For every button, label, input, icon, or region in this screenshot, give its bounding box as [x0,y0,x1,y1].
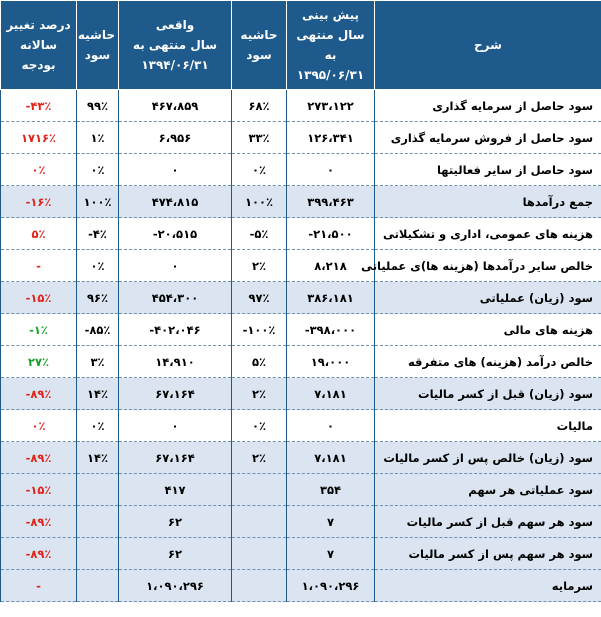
header-description [375,1,601,90]
header-description-label: شرح [474,38,502,52]
cell-forecast: ۰ [287,410,375,442]
cell-margin-forecast [232,474,287,506]
cell-forecast: ۳۸۶،۱۸۱ [287,282,375,314]
table-row [1,474,601,506]
cell-actual: ۶۷،۱۶۴ [119,442,232,474]
cell-change: ۵٪ [1,218,77,250]
cell-description: هزینه های عمومی، اداری و تشکیلاتی [375,218,601,250]
cell-description: سود عملیاتی هر سهم [375,474,601,506]
table-body [1,90,601,602]
cell-change: -۸۹٪ [1,538,77,570]
cell-forecast: ۰ [287,154,375,186]
table-row [1,538,601,570]
table-header [1,1,601,90]
header-actual-title: واقعی [155,18,195,32]
cell-actual: ۰ [119,410,232,442]
cell-margin-forecast: ۵٪ [232,346,287,378]
cell-actual: ۴۵۴،۳۰۰ [119,282,232,314]
cell-forecast: ۷،۱۸۱ [287,378,375,410]
cell-description: هزینه های مالی [375,314,601,346]
header-forecast-period: سال منتهی به [296,28,365,62]
cell-forecast: -۲۱،۵۰۰ [287,218,375,250]
cell-margin-forecast: -۵٪ [232,218,287,250]
cell-forecast: ۳۵۴ [287,474,375,506]
cell-forecast: ۱۲۶،۳۴۱ [287,122,375,154]
cell-margin-actual [77,474,119,506]
cell-forecast: -۳۹۸،۰۰۰ [287,314,375,346]
cell-actual: ۱،۰۹۰،۲۹۶ [119,570,232,602]
cell-change: -۱۵٪ [1,474,77,506]
cell-actual: -۴۰۲،۰۴۶ [119,314,232,346]
table-row [1,186,601,218]
cell-margin-forecast [232,506,287,538]
table-row [1,282,601,314]
cell-forecast: ۱۹،۰۰۰ [287,346,375,378]
table-row [1,250,601,282]
cell-description: سود هر سهم قبل از کسر مالیات [375,506,601,538]
cell-margin-forecast: ۹۷٪ [232,282,287,314]
header-change [1,1,77,90]
cell-margin-actual [77,506,119,538]
cell-margin-actual [77,570,119,602]
header-actual-date: ۱۳۹۴/۰۶/۳۱ [141,58,209,72]
cell-margin-forecast: ۲٪ [232,378,287,410]
header-margin-forecast-line1: حاشیه [240,28,278,42]
cell-description: خالص سایر درآمدها (هزینه ها)ی عملیاتی [375,250,601,282]
table-row [1,410,601,442]
cell-margin-forecast: ۱۰۰٪ [232,186,287,218]
cell-margin-actual: -۴٪ [77,218,119,250]
cell-description: مالیات [375,410,601,442]
header-forecast-title: پیش بینی [302,8,359,22]
table-row [1,90,601,122]
cell-change: -۱۶٪ [1,186,77,218]
header-actual [119,1,232,90]
cell-margin-actual: ۰٪ [77,410,119,442]
table-row [1,442,601,474]
cell-description: خالص درآمد (هزینه) های متفرقه [375,346,601,378]
cell-actual: ۶،۹۵۶ [119,122,232,154]
cell-change: -۸۹٪ [1,442,77,474]
cell-forecast: ۷،۱۸۱ [287,442,375,474]
cell-actual: ۶۲ [119,506,232,538]
cell-description: سود حاصل از سرمایه گذاری [375,90,601,122]
cell-change: ۲۷٪ [1,346,77,378]
cell-actual: -۲۰،۵۱۵ [119,218,232,250]
cell-margin-actual: ۳٪ [77,346,119,378]
cell-forecast: ۸،۲۱۸ [287,250,375,282]
header-margin-forecast-line2: سود [246,48,272,62]
cell-actual: ۰ [119,154,232,186]
cell-actual: ۰ [119,250,232,282]
cell-margin-actual [77,538,119,570]
cell-description: سود هر سهم پس از کسر مالیات [375,538,601,570]
cell-change: -۸۹٪ [1,378,77,410]
cell-margin-forecast [232,570,287,602]
cell-actual: ۱۴،۹۱۰ [119,346,232,378]
cell-margin-actual: -۸۵٪ [77,314,119,346]
table-row [1,154,601,186]
header-margin-actual-line1: حاشیه [77,28,115,42]
cell-margin-forecast: ۶۸٪ [232,90,287,122]
cell-margin-forecast: ۲٪ [232,442,287,474]
cell-description: سود حاصل از سایر فعالیتها [375,154,601,186]
cell-description: جمع درآمدها [375,186,601,218]
table-row [1,122,601,154]
cell-margin-forecast [232,538,287,570]
cell-description: سود (زیان) خالص پس از کسر مالیات [375,442,601,474]
cell-change: -۱۵٪ [1,282,77,314]
cell-margin-actual: ۰٪ [77,250,119,282]
cell-margin-forecast: ۰٪ [232,154,287,186]
header-change-line1: درصد تغییر [6,18,71,32]
cell-forecast: ۲۷۳،۱۲۲ [287,90,375,122]
cell-actual: ۶۷،۱۶۴ [119,378,232,410]
cell-change: -۱٪ [1,314,77,346]
cell-margin-forecast: ۲٪ [232,250,287,282]
cell-margin-actual: ۱٪ [77,122,119,154]
header-margin-forecast [232,1,287,90]
header-change-line2: سالانه بودجه [19,38,58,72]
table-row [1,506,601,538]
cell-description: سود حاصل از فروش سرمایه گذاری [375,122,601,154]
cell-forecast: ۳۹۹،۴۶۳ [287,186,375,218]
cell-margin-forecast: ۳۳٪ [232,122,287,154]
cell-forecast: ۷ [287,506,375,538]
cell-change: ۰٪ [1,410,77,442]
cell-change: ۱۷۱۶٪ [1,122,77,154]
header-forecast-date: ۱۳۹۵/۰۶/۳۱ [296,68,365,82]
cell-change: -۸۹٪ [1,506,77,538]
table-row [1,378,601,410]
cell-description: سرمایه [375,570,601,602]
header-margin-actual-line2: سود [84,48,111,62]
cell-margin-forecast: -۱۰۰٪ [232,314,287,346]
cell-change: - [1,570,77,602]
cell-description: سود (زیان) عملیاتی [375,282,601,314]
cell-margin-actual: ۰٪ [77,154,119,186]
cell-change: ۰٪ [1,154,77,186]
cell-margin-actual: ۱۰۰٪ [77,186,119,218]
header-actual-period: سال منتهی به [132,38,218,52]
cell-actual: ۴۶۷،۸۵۹ [119,90,232,122]
header-forecast [287,1,375,90]
table-row [1,570,601,602]
cell-actual: ۴۷۴،۸۱۵ [119,186,232,218]
cell-margin-actual: ۹۶٪ [77,282,119,314]
table-row [1,346,601,378]
cell-margin-actual: ۹۹٪ [77,90,119,122]
cell-actual: ۶۲ [119,538,232,570]
cell-margin-forecast: ۰٪ [232,410,287,442]
cell-forecast: ۱،۰۹۰،۲۹۶ [287,570,375,602]
cell-change: -۴۳٪ [1,90,77,122]
cell-change: - [1,250,77,282]
cell-margin-actual: ۱۴٪ [77,378,119,410]
table-row [1,218,601,250]
cell-margin-actual: ۱۴٪ [77,442,119,474]
table-row [1,314,601,346]
cell-description: سود (زیان) قبل از کسر مالیات [375,378,601,410]
header-margin-actual [77,1,119,90]
cell-forecast: ۷ [287,538,375,570]
cell-actual: ۴۱۷ [119,474,232,506]
